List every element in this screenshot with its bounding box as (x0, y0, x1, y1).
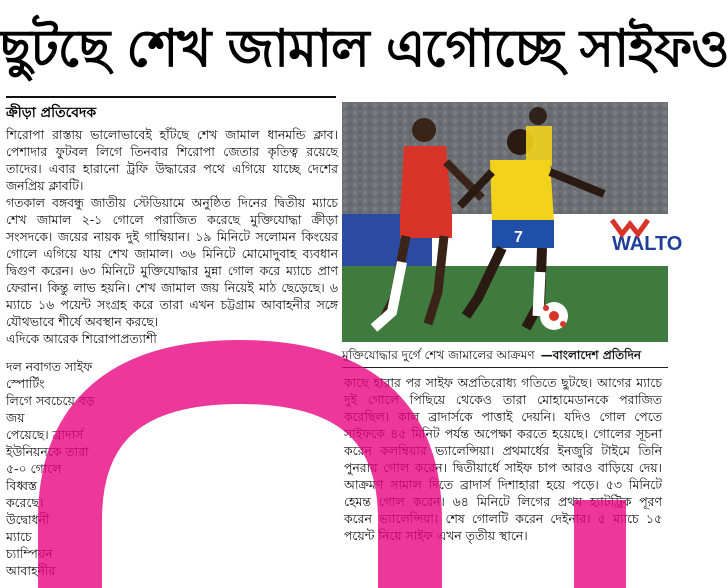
caption-text: মুক্তিযোদ্ধার দুর্গে শেখ জামালের আক্রমণ (342, 348, 535, 362)
paragraph-continuation: এদিকে আরেক শিরোপাপ্রত্যাশী (6, 331, 157, 346)
match-photo (342, 102, 683, 342)
narrow-line: উদ্বোধনী (6, 512, 50, 527)
narrow-line: চ্যাম্পিয়ন (6, 546, 53, 561)
narrow-line: ইউনিয়নকে তারা (6, 444, 89, 459)
narrow-line: দল নবাগত সাইফ স্পোর্টিং (6, 359, 93, 391)
byline: ক্রীড়া প্রতিবেদক (6, 105, 97, 121)
narrow-line: আবাহনীর (6, 563, 56, 578)
narrow-line: ৫-০ গোলে (6, 461, 62, 476)
paragraph-saif: কাছে হারার পর সাইফ অপ্রতিরোধ্য গতিতে ছুটছে। আগের ম্যাচে দুই গোলে পিছিয়ে থেকেও তারা মোহামেডানকে পরাজিত করেছিল। কাল ব্রাদার্সকে পাত্তাই দেয়নি। যদিও গোল পেতে সাইফকে ৪৫ মিনিট পর্যন্ত অপেক্ষা করতে হয়েছে। গোলের সূচনা করেন কলম্বিয়ার ভ্যালেন্সিয়া। প্রথমার্ধের ইনজুরি টাইমে তিনি পুনরায় গোল করেন। দ্বিতীয়ার্ধে সাইফ চাপ আরও বাড়িয়ে দেয়। আক্রমণ সামাল দিতে ব্রাদার্স দিশাহারা হয়ে পড়ে। ৫৩ মিনিটে হেমন্ত গোল করেন। ৬৪ মিনিটে লিগের প্রথম হ্যাটট্রিক পূরণ করেন ভ্যালেন্সিয়া। শেষ গোলটি করেন দেইনার। ৫ ম্যাচে ১৫ পয়েন্ট নিয়ে সাইফ এখন তৃতীয় স্থানে। (344, 375, 662, 543)
paragraph-match: গতকাল বঙ্গবন্ধু জাতীয় স্টেডিয়ামে অনুষ্ঠিত দিনের দ্বিতীয় ম্যাচে শেখ জামাল ২-১ গোলে পরাজিত করেছে মুক্তিযোদ্ধা ক্রীড়া সংসদকে। জয়ের নায়ক দুই গাম্বিয়ান। ১৯ মিনিটে সলোমন কিংয়ের গোলে এগিয়ে যায় শেখ জামাল। ৩৬ মিনিটে মোমোদুবাহ ব্যবধান দ্বিগুণ করেন। ৬৩ মিনিটে মুক্তিযোদ্ধার মুন্না গোল করে ম্যাচে প্রাণ ফেরান। কিন্তু লাভ হয়নি। শেখ জামাল জয় নিয়েই মাঠ ছেড়েছে। ৬ ম্যাচে ১৬ পয়েন্ট সংগ্রহ করে তারা এখন চট্টগ্রাম আবাহনীর সঙ্গে যৌথভাবে শীর্ষে অবস্থান করছে। (6, 195, 338, 329)
article-narrow-column (6, 358, 110, 579)
narrow-line: লিগে সবচেয়ে বড় জয় (6, 393, 95, 425)
narrow-line: বিধ্বস্ত (6, 478, 37, 493)
ball-icon (540, 302, 568, 330)
match-photo-illustration (342, 102, 683, 342)
caption-rule (342, 367, 668, 368)
paragraph-intro: শিরোপা রাস্তায় ভালোভাবেই হাঁটছে শেখ জামাল ধানমন্ডি ক্লাব। পেশাদার ফুটবল লিগে তিনবার শিরোপা জেতার কৃতিত্ব রয়েছে তাদের। এবার হারানো ট্রফি উদ্ধারের পথে এগিয়ে যাচ্ছে দেশের জনপ্রিয় ক্লাবটি। (6, 127, 338, 193)
banner-text: WALTO (612, 233, 683, 255)
article-right-column (344, 374, 662, 544)
article-left-column (6, 126, 338, 347)
narrow-line: ম্যাচে (6, 529, 32, 544)
photo-caption (342, 346, 668, 364)
player-number: 7 (514, 229, 523, 246)
narrow-line: করেছে। (6, 495, 44, 510)
headline-rule (6, 96, 336, 98)
narrow-line: পেয়েছে। ব্রাদার্স (6, 427, 84, 442)
headline: ছুটছে শেখ জামাল এগোচ্ছে সাইফও (0, 19, 728, 79)
caption-credit: —বাংলাদেশ প্রতিদিন (540, 348, 642, 362)
